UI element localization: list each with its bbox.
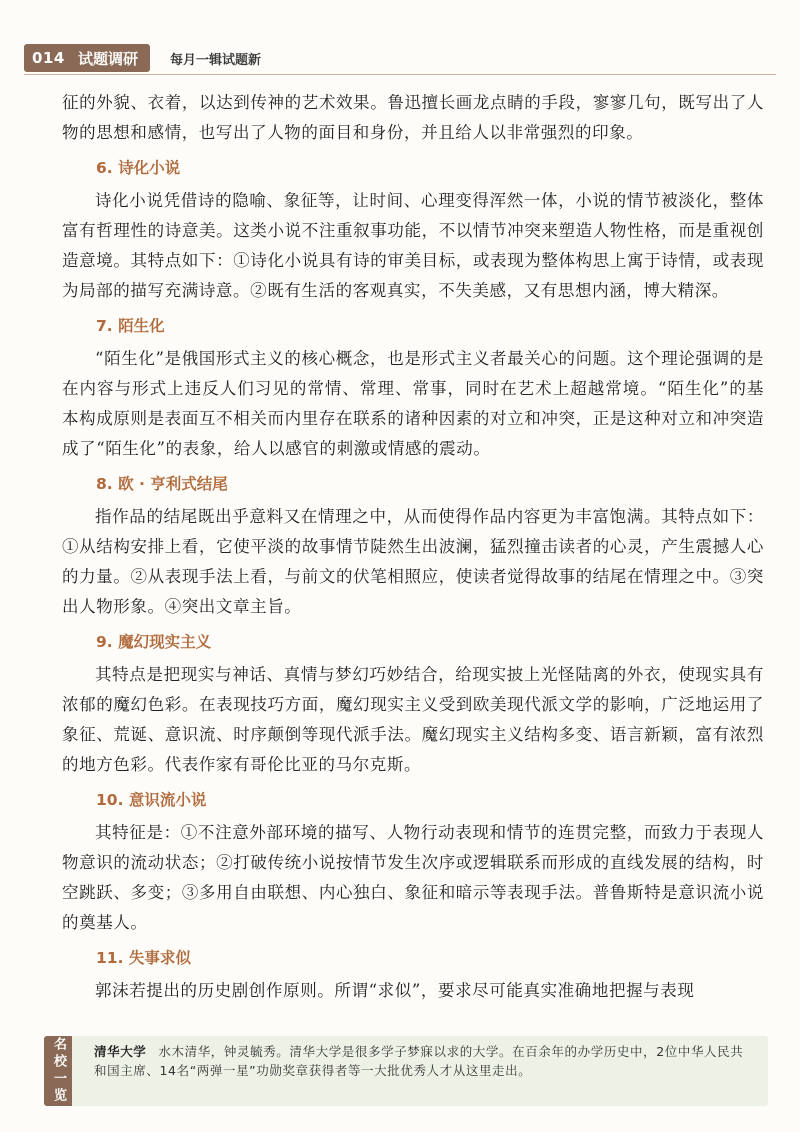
section-paragraph: “陌生化”是俄国形式主义的核心概念，也是形式主义者最关心的问题。这个理论强调的是在内容与形式上违反人们习见的常情、常理、常事，同时在艺术上超越常境。“陌生化”的基本构成原则是表面互不相关而内里存在联系的诸种因素的对立和冲突，正是这种对立和冲突造成了“陌生化”的表象，给人以感官的刺激或情感的震动。 (62, 349, 764, 458)
header-slogan: 每月一辑试题新 (170, 53, 262, 68)
page-number: 014 (32, 49, 65, 67)
school-name: 清华大学 (94, 1044, 147, 1059)
section-paragraph: 指作品的结尾既出乎意料又在情理之中，从而使得作品内容更为丰富饱满。其特点如下：①从结构安排上看，它使平淡的故事情节陡然生出波澜，猛烈撞击读者的心灵，产生震撼人心的力量。②从表现手法上看，与前文的伏笔相照应，使读者觉得故事的结尾在情理之中。③突出人物形象。④突出文章主旨。 (62, 507, 764, 616)
school-description: 水木清华，钟灵毓秀。清华大学是很多学子梦寐以求的大学。在百余年的办学历史中，2位中华人民共和国主席、14名“两弹一星”功勋奖章获得者等一大批优秀人才从这里走出。 (94, 1044, 744, 1078)
section-heading: 7. 陌生化 (96, 317, 165, 335)
section-heading: 8. 欧 · 亨利式结尾 (96, 475, 228, 493)
section-heading: 9. 魔幻现实主义 (96, 633, 212, 651)
header-divider (24, 74, 776, 75)
section-paragraph: 其特点是把现实与神话、真情与梦幻巧妙结合，给现实披上光怪陆离的外衣，使现实具有浓郁的魔幻色彩。在表现技巧方面，魔幻现实主义受到欧美现代派文学的影响，广泛地运用了象征、荒诞、意识流、时序颠倒等现代派手法。魔幻现实主义结构多变、语言新颖，富有浓烈的地方色彩。代表作家有哥伦比亚的马尔克斯。 (62, 665, 764, 774)
footer-tab (44, 1036, 72, 1106)
header-badge (24, 44, 150, 72)
section-paragraph: 其特征是：①不注意外部环境的描写、人物行动表现和情节的连贯完整，而致力于表现人物意识的流动状态；②打破传统小说按情节发生次序或逻辑联系而形成的直线发展的结构，时空跳跃、多变；③多用自由联想、内心独白、象征和暗示等表现手法。普鲁斯特是意识流小说的奠基人。 (62, 823, 764, 932)
school-info-box (44, 1036, 768, 1106)
intro-paragraph: 征的外貌、衣着，以达到传神的艺术效果。鲁迅擅长画龙点睛的手段，寥寥几句，既写出了人物的思想和感情，也写出了人物的面目和身份，并且给人以非常强烈的印象。 (62, 93, 764, 142)
section-paragraph: 诗化小说凭借诗的隐喻、象征等，让时间、心理变得浑然一体，小说的情节被淡化，整体富有哲理性的诗意美。这类小说不注重叙事功能，不以情节冲突来塑造人物性格，而是重视创造意境。其特点如下：①诗化小说具有诗的审美目标，或表现为整体构思上寓于诗情，或表现为局部的描写充满诗意。②既有生活的客观真实，不失美感，又有思想内涵，博大精深。 (62, 191, 764, 300)
section-title: 试题调研 (78, 49, 139, 68)
section-heading: 10. 意识流小说 (96, 791, 207, 809)
section-heading: 11. 失事求似 (96, 949, 191, 967)
section-heading: 6. 诗化小说 (96, 159, 181, 177)
article-body (62, 88, 764, 1006)
section-paragraph: 郭沫若提出的历史剧创作原则。所谓“求似”，要求尽可能真实准确地把握与表现 (95, 981, 695, 1000)
footer-tab-label: 名校一览 (51, 1037, 66, 1105)
footer-text (94, 1042, 754, 1080)
